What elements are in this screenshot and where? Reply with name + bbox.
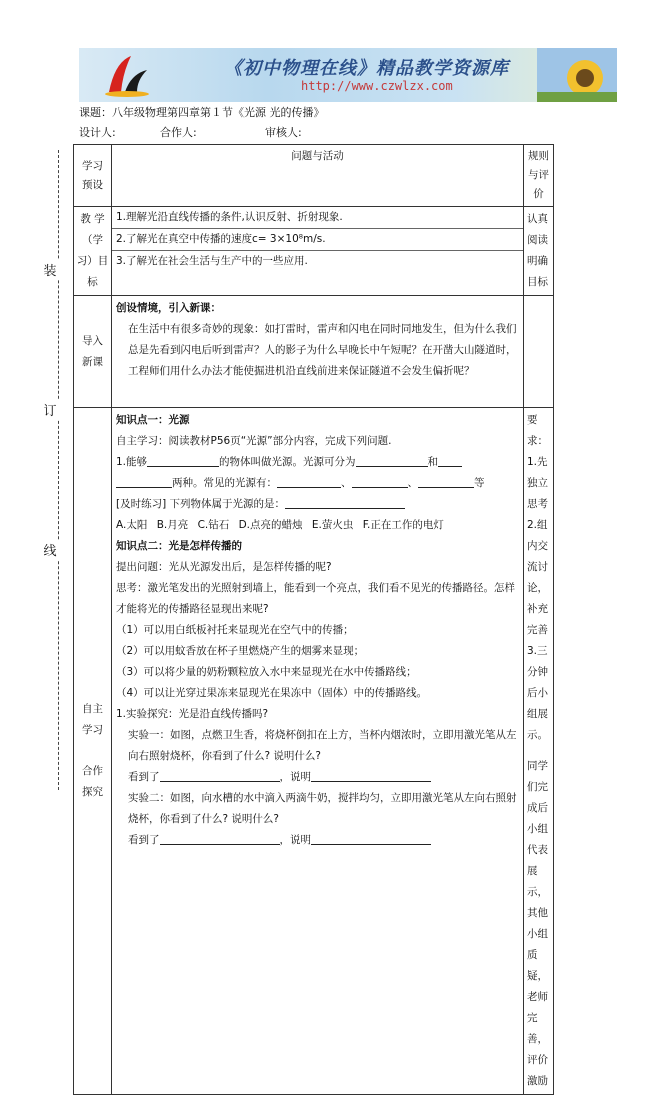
q1-text: 、	[407, 477, 418, 489]
goals-label: 教 学（学习）目 标	[74, 207, 112, 296]
goal-item: 2.了解光在真空中传播的速度c= 3×10⁸m/s.	[112, 229, 523, 251]
question-1	[116, 452, 519, 473]
experiment-2: 实验二：如图，向水槽的水中滴入两滴牛奶，搅拌均匀，立即用激光笔从左向右照射烧杯，你看到了什么? 说明什么?	[128, 792, 517, 825]
study-label-cell	[74, 408, 112, 1095]
goals-rule: 认真阅读明确目标	[524, 207, 554, 296]
method-item: （4）可以让光穿过果冻来显现光在果冻中（固体）中的传播路线。	[116, 687, 428, 699]
explain-label: ，说明	[279, 834, 311, 846]
reviewer-label: 审核人:	[265, 126, 302, 139]
col-header-rules: 规则与评价	[524, 145, 554, 207]
binding-char: 订	[37, 400, 63, 420]
method-item: （2）可以用蚊香放在杯子里燃烧产生的烟雾来显现；	[116, 645, 365, 657]
experiment-2-answer	[116, 830, 519, 851]
option: B.月亮	[156, 519, 189, 531]
option: D.点亮的蜡烛	[238, 519, 303, 531]
rule-item: 同学们完成后小组代表展示，其他小组质疑，老师完善，评价激励	[527, 760, 548, 1087]
intro-rule-cell	[524, 296, 554, 408]
answer-blank[interactable]	[285, 496, 405, 509]
col-header-preset: 学习预设	[74, 145, 112, 207]
experiment-1: 实验一：如图，点燃卫生香，将烧杯倒扣在上方，当杯内烟浓时，立即用激光笔从左向右照射烧杯，你看到了什么? 说明什么?	[128, 729, 517, 762]
answer-blank[interactable]	[352, 475, 408, 488]
intro-heading: 创设情境，引入新课：	[116, 302, 221, 314]
answer-blank[interactable]	[116, 475, 172, 488]
q1-text: 两种。常见的光源有：	[172, 477, 277, 489]
banner-url[interactable]: http://www.czwlzx.com	[301, 79, 453, 93]
q1-text: 1.能够	[116, 456, 148, 468]
think-text: 思考：激光笔发出的光照射到墙上，能看到一个亮点，我们看不见光的传播路径。怎样才能将光的传播路径显现出来呢?	[116, 582, 515, 615]
rules-head: 要求：	[527, 414, 548, 447]
intro-content	[112, 296, 524, 408]
rule-item: 1.先独立思考	[527, 456, 548, 510]
study-content	[112, 408, 524, 1095]
intro-label: 导入新课	[74, 296, 112, 408]
banner-title: 《初中物理在线》精品教学资源库	[224, 58, 509, 79]
knowledge-point-1: 知识点一：光源	[116, 414, 190, 426]
binding-char: 线	[37, 540, 63, 560]
answer-blank[interactable]	[438, 454, 462, 467]
experiment-1-answer	[116, 767, 519, 788]
answer-blank[interactable]	[277, 475, 341, 488]
sunflower-image	[537, 48, 617, 102]
option: A.太阳	[116, 519, 148, 531]
rule-item: 2.组内交流讨论，补充完善	[527, 519, 548, 636]
study-rules	[524, 408, 554, 1095]
question-1-cont	[116, 473, 519, 494]
explain-label: ，说明	[279, 771, 311, 783]
experiment-title: 1.实验探究：光是沿直线传播吗?	[116, 708, 269, 720]
practice	[116, 494, 519, 515]
option: E.萤火虫	[311, 519, 354, 531]
self-study-text: 自主学习：阅读教材P56页“光源”部分内容，完成下列问题.	[116, 435, 392, 447]
designer-label: 设计人:	[79, 126, 116, 139]
header-banner	[79, 48, 617, 102]
col-header-activity: 问题与活动	[112, 145, 524, 207]
option: C.钻石	[197, 519, 230, 531]
saw-label: 看到了	[128, 834, 160, 846]
rule-item: 3.三分钟后小组展示。	[527, 645, 548, 741]
method-item: （3）可以将少量的奶粉颗粒放入水中来显现光在水中传播路线；	[116, 666, 417, 678]
study-label: 自主学习	[82, 703, 103, 736]
question-text: 提出问题：光从光源发出后，是怎样传播的呢?	[116, 561, 332, 573]
answer-blank[interactable]	[311, 769, 431, 782]
partner-label: 合作人:	[160, 126, 197, 139]
saw-label: 看到了	[128, 771, 160, 783]
q1-text: 的物体叫做光源。光源可分为	[219, 456, 356, 468]
site-logo	[101, 52, 153, 98]
answer-blank[interactable]	[311, 832, 431, 845]
lesson-title: 课题：八年级物理第四章第１节《光源 光的传播》	[79, 106, 325, 119]
intro-text: 在生活中有很多奇妙的现象：如打雷时，雷声和闪电在同时同地发生，但为什么我们总是先看到闪电后听到雷声？人的影子为什么早晚长中午短呢？在开凿大山隧道时，工程师们用什么办法才能使掘进机沿直线前进来保证隧道不会发生偏折呢？	[128, 323, 517, 377]
method-item: （1）可以用白纸板衬托来显现光在空气中的传播；	[116, 624, 354, 636]
goal-item: 1.理解光沿直线传播的条件,认识反射、折射现象.	[112, 207, 523, 229]
answer-blank[interactable]	[147, 454, 219, 467]
q1-text: 和	[427, 456, 439, 468]
q1-text: 等	[474, 477, 485, 489]
binding-char: 装	[37, 260, 63, 280]
options-row	[116, 515, 519, 536]
option: F.正在工作的电灯	[362, 519, 444, 531]
answer-blank[interactable]	[356, 454, 428, 467]
lesson-table	[73, 144, 554, 1095]
binding-line	[43, 150, 66, 790]
answer-blank[interactable]	[160, 832, 280, 845]
goal-item: 3.了解光在社会生活与生产中的一些应用.	[116, 255, 308, 267]
q1-text: 、	[341, 477, 352, 489]
practice-text: [及时练习] 下列物体属于光源的是：	[116, 498, 286, 510]
cooperate-label: 合作探究	[82, 765, 103, 798]
knowledge-point-2: 知识点二：光是怎样传播的	[116, 540, 242, 552]
answer-blank[interactable]	[418, 475, 474, 488]
goals-list	[112, 207, 524, 296]
answer-blank[interactable]	[160, 769, 280, 782]
